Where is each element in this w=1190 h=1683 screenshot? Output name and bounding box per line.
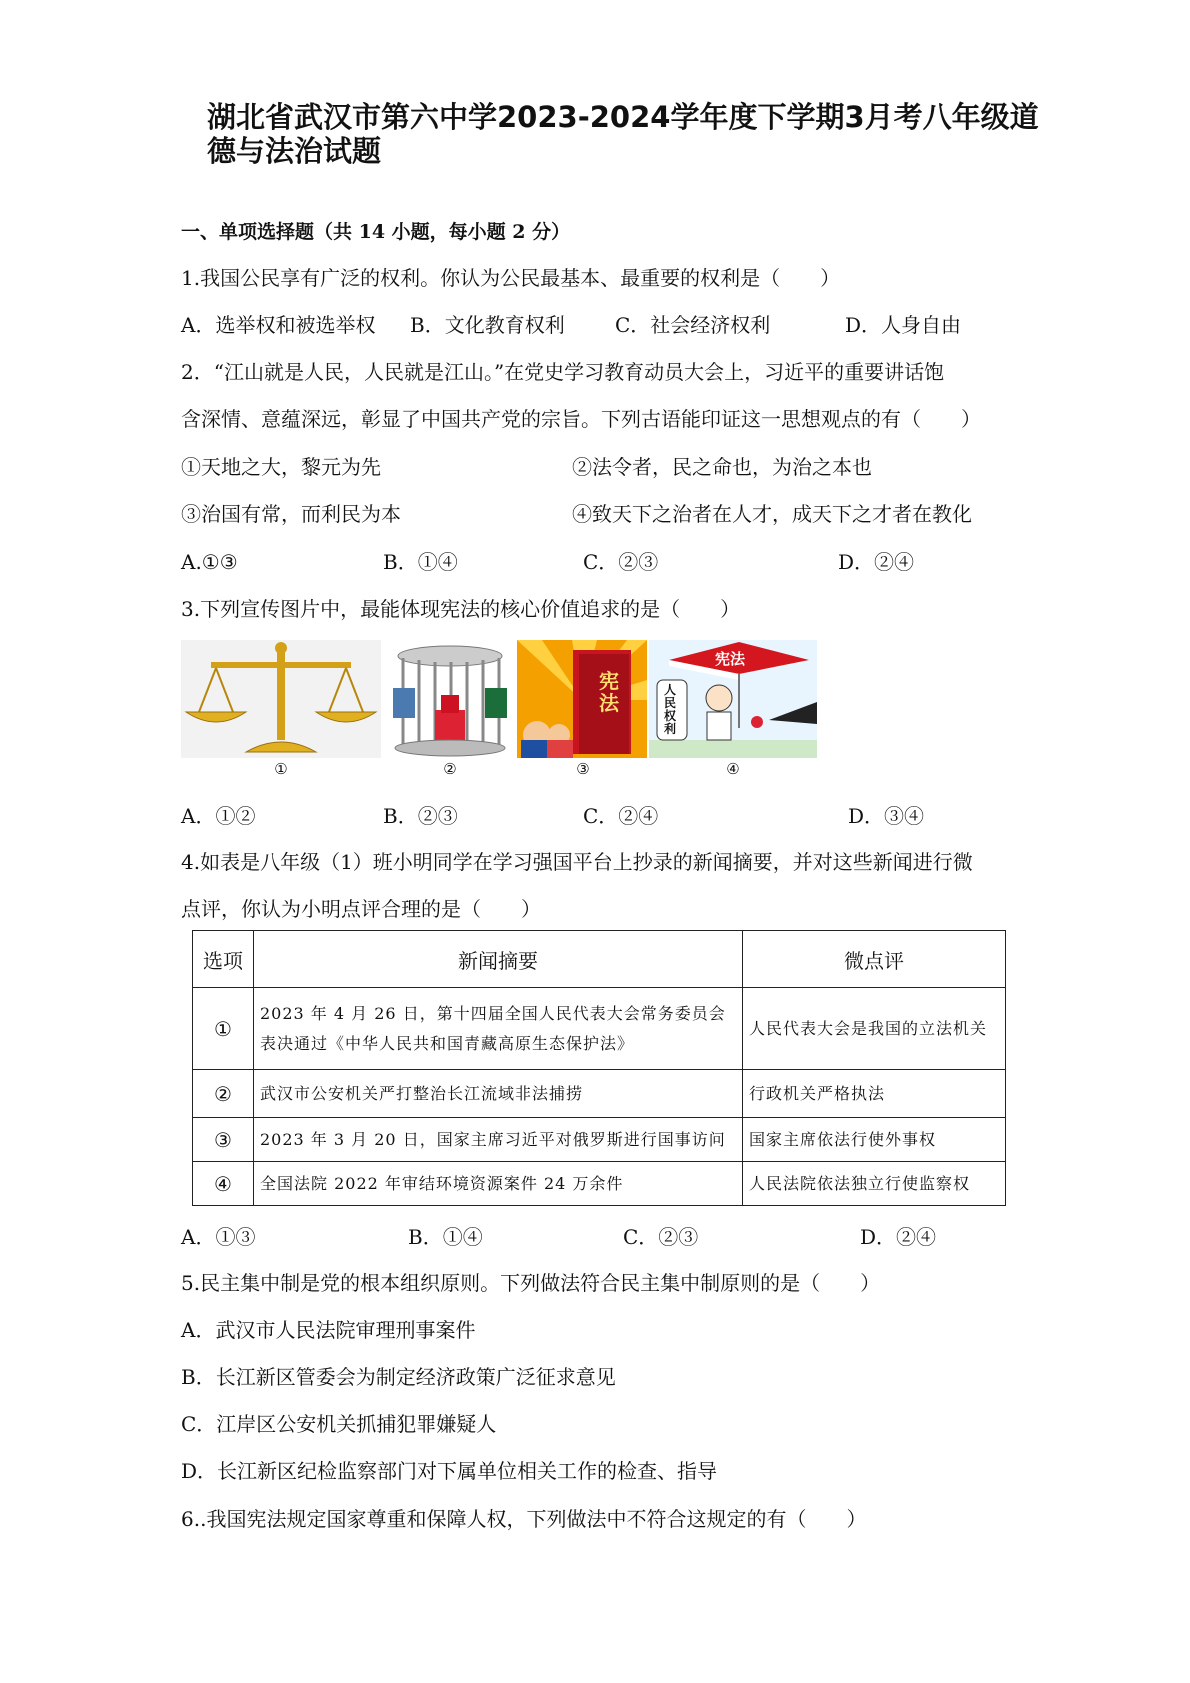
question-2-stem-line1: 2．“江山就是人民，人民就是江山。”在党史学习教育动员大会上，习近平的重要讲话饱 (181, 360, 945, 384)
row-comment: 国家主席依法行使外事权 (743, 1118, 1006, 1162)
q2-option-b: B．①④ (383, 550, 458, 574)
q5-option-c: C．江岸区公安机关抓捕犯罪嫌疑人 (181, 1412, 497, 1436)
row-comment: 人民代表大会是我国的立法机关 (743, 988, 1006, 1070)
table-header-row (193, 931, 1006, 988)
q2-option-c: C．②③ (583, 550, 659, 574)
q2-item-2: ②法令者，民之命也，为治之本也 (572, 455, 872, 479)
caged-power-picture (385, 640, 515, 758)
page-title: 湖北省武汉市第六中学2023-2024学年度下学期3月考八年级道德与法治试题 (207, 100, 1039, 168)
q1-option-d: D．人身自由 (845, 313, 962, 337)
row-news: 2023 年 4 月 26 日，第十四届全国人民代表大会常务委员会表决通过《中华人民共和国青藏高原生态保护法》 (254, 988, 743, 1070)
question-2-stem-line2: 含深情、意蕴深远，彰显了中国共产党的宗旨。下列古语能印证这一思想观点的有（ ） (181, 407, 981, 431)
picture-caption-3: ③ (576, 760, 590, 778)
news-table (192, 930, 1006, 1206)
q2-item-4: ④致天下之治者在人才，成天下之才者在教化 (572, 502, 972, 526)
picture-caption-1: ① (274, 760, 288, 778)
q2-item-1: ①天地之大，黎元为先 (181, 455, 381, 479)
question-5-stem: 5.民主集中制是党的根本组织原则。下列做法符合民主集中制原则的是（ ） (181, 1271, 881, 1295)
q4-option-d: D．②④ (860, 1225, 937, 1249)
constitution-umbrella-picture (649, 640, 817, 758)
picture3-book-text: 宪法 (599, 669, 619, 715)
constitution-book-picture (517, 640, 647, 758)
q2-option-d: D．②④ (838, 550, 915, 574)
header-news: 新闻摘要 (254, 931, 743, 988)
picture-caption-2: ② (443, 760, 457, 778)
row-number: ① (193, 988, 254, 1070)
row-news: 武汉市公安机关严打整治长江流域非法捕捞 (254, 1070, 743, 1118)
q3-option-d: D．③④ (848, 804, 925, 828)
q4-option-a: A．①③ (181, 1225, 256, 1249)
q4-option-b: B．①④ (408, 1225, 483, 1249)
question-3-stem: 3.下列宣传图片中，最能体现宪法的核心价值追求的是（ ） (181, 597, 741, 621)
row-number: ② (193, 1070, 254, 1118)
row-news: 2023 年 3 月 20 日，国家主席习近平对俄罗斯进行国事访问 (254, 1118, 743, 1162)
q2-item-3: ③治国有常，而利民为本 (181, 502, 401, 526)
table-row (193, 988, 1006, 1070)
question-4-stem-line1: 4.如表是八年级（1）班小明同学在学习强国平台上抄录的新闻摘要，并对这些新闻进行微 (181, 850, 973, 874)
table-row (193, 1070, 1006, 1118)
question-6-stem: 6..我国宪法规定国家尊重和保障人权，下列做法中不符合这规定的有（ ） (181, 1507, 867, 1531)
q5-option-b: B．长江新区管委会为制定经济政策广泛征求意见 (181, 1365, 616, 1389)
q3-option-a: A．①② (181, 804, 256, 828)
balance-scale-picture (181, 640, 381, 758)
picture-caption-4: ④ (726, 760, 740, 778)
table-row (193, 1162, 1006, 1206)
q1-option-b: B．文化教育权利 (410, 313, 565, 337)
row-news: 全国法院 2022 年审结环境资源案件 24 万余件 (254, 1162, 743, 1206)
picture4-sign-text: 人民权利 (664, 683, 677, 736)
propaganda-pictures (181, 640, 817, 782)
question-4-stem-line2: 点评，你认为小明点评合理的是（ ） (181, 897, 541, 921)
table-row (193, 1118, 1006, 1162)
q3-option-b: B．②③ (383, 804, 458, 828)
q5-option-d: D．长江新区纪检监察部门对下属单位相关工作的检查、指导 (181, 1459, 718, 1483)
q1-option-c: C．社会经济权利 (615, 313, 771, 337)
row-number: ③ (193, 1118, 254, 1162)
row-comment: 行政机关严格执法 (743, 1070, 1006, 1118)
q3-option-c: C．②④ (583, 804, 659, 828)
q4-option-c: C．②③ (623, 1225, 699, 1249)
row-number: ④ (193, 1162, 254, 1206)
q1-option-a: A．选举权和被选举权 (181, 313, 376, 337)
header-comment: 微点评 (743, 931, 1006, 988)
question-1-stem: 1.我国公民享有广泛的权利。你认为公民最基本、最重要的权利是（ ） (181, 266, 841, 290)
picture4-umbrella-text: 宪法 (715, 650, 746, 668)
header-option: 选项 (193, 931, 254, 988)
q5-option-a: A．武汉市人民法院审理刑事案件 (181, 1318, 476, 1342)
section-heading: 一、单项选择题（共 14 小题，每小题 2 分） (181, 221, 571, 243)
q2-option-a: A.①③ (181, 550, 238, 574)
row-comment: 人民法院依法独立行使监察权 (743, 1162, 1006, 1206)
